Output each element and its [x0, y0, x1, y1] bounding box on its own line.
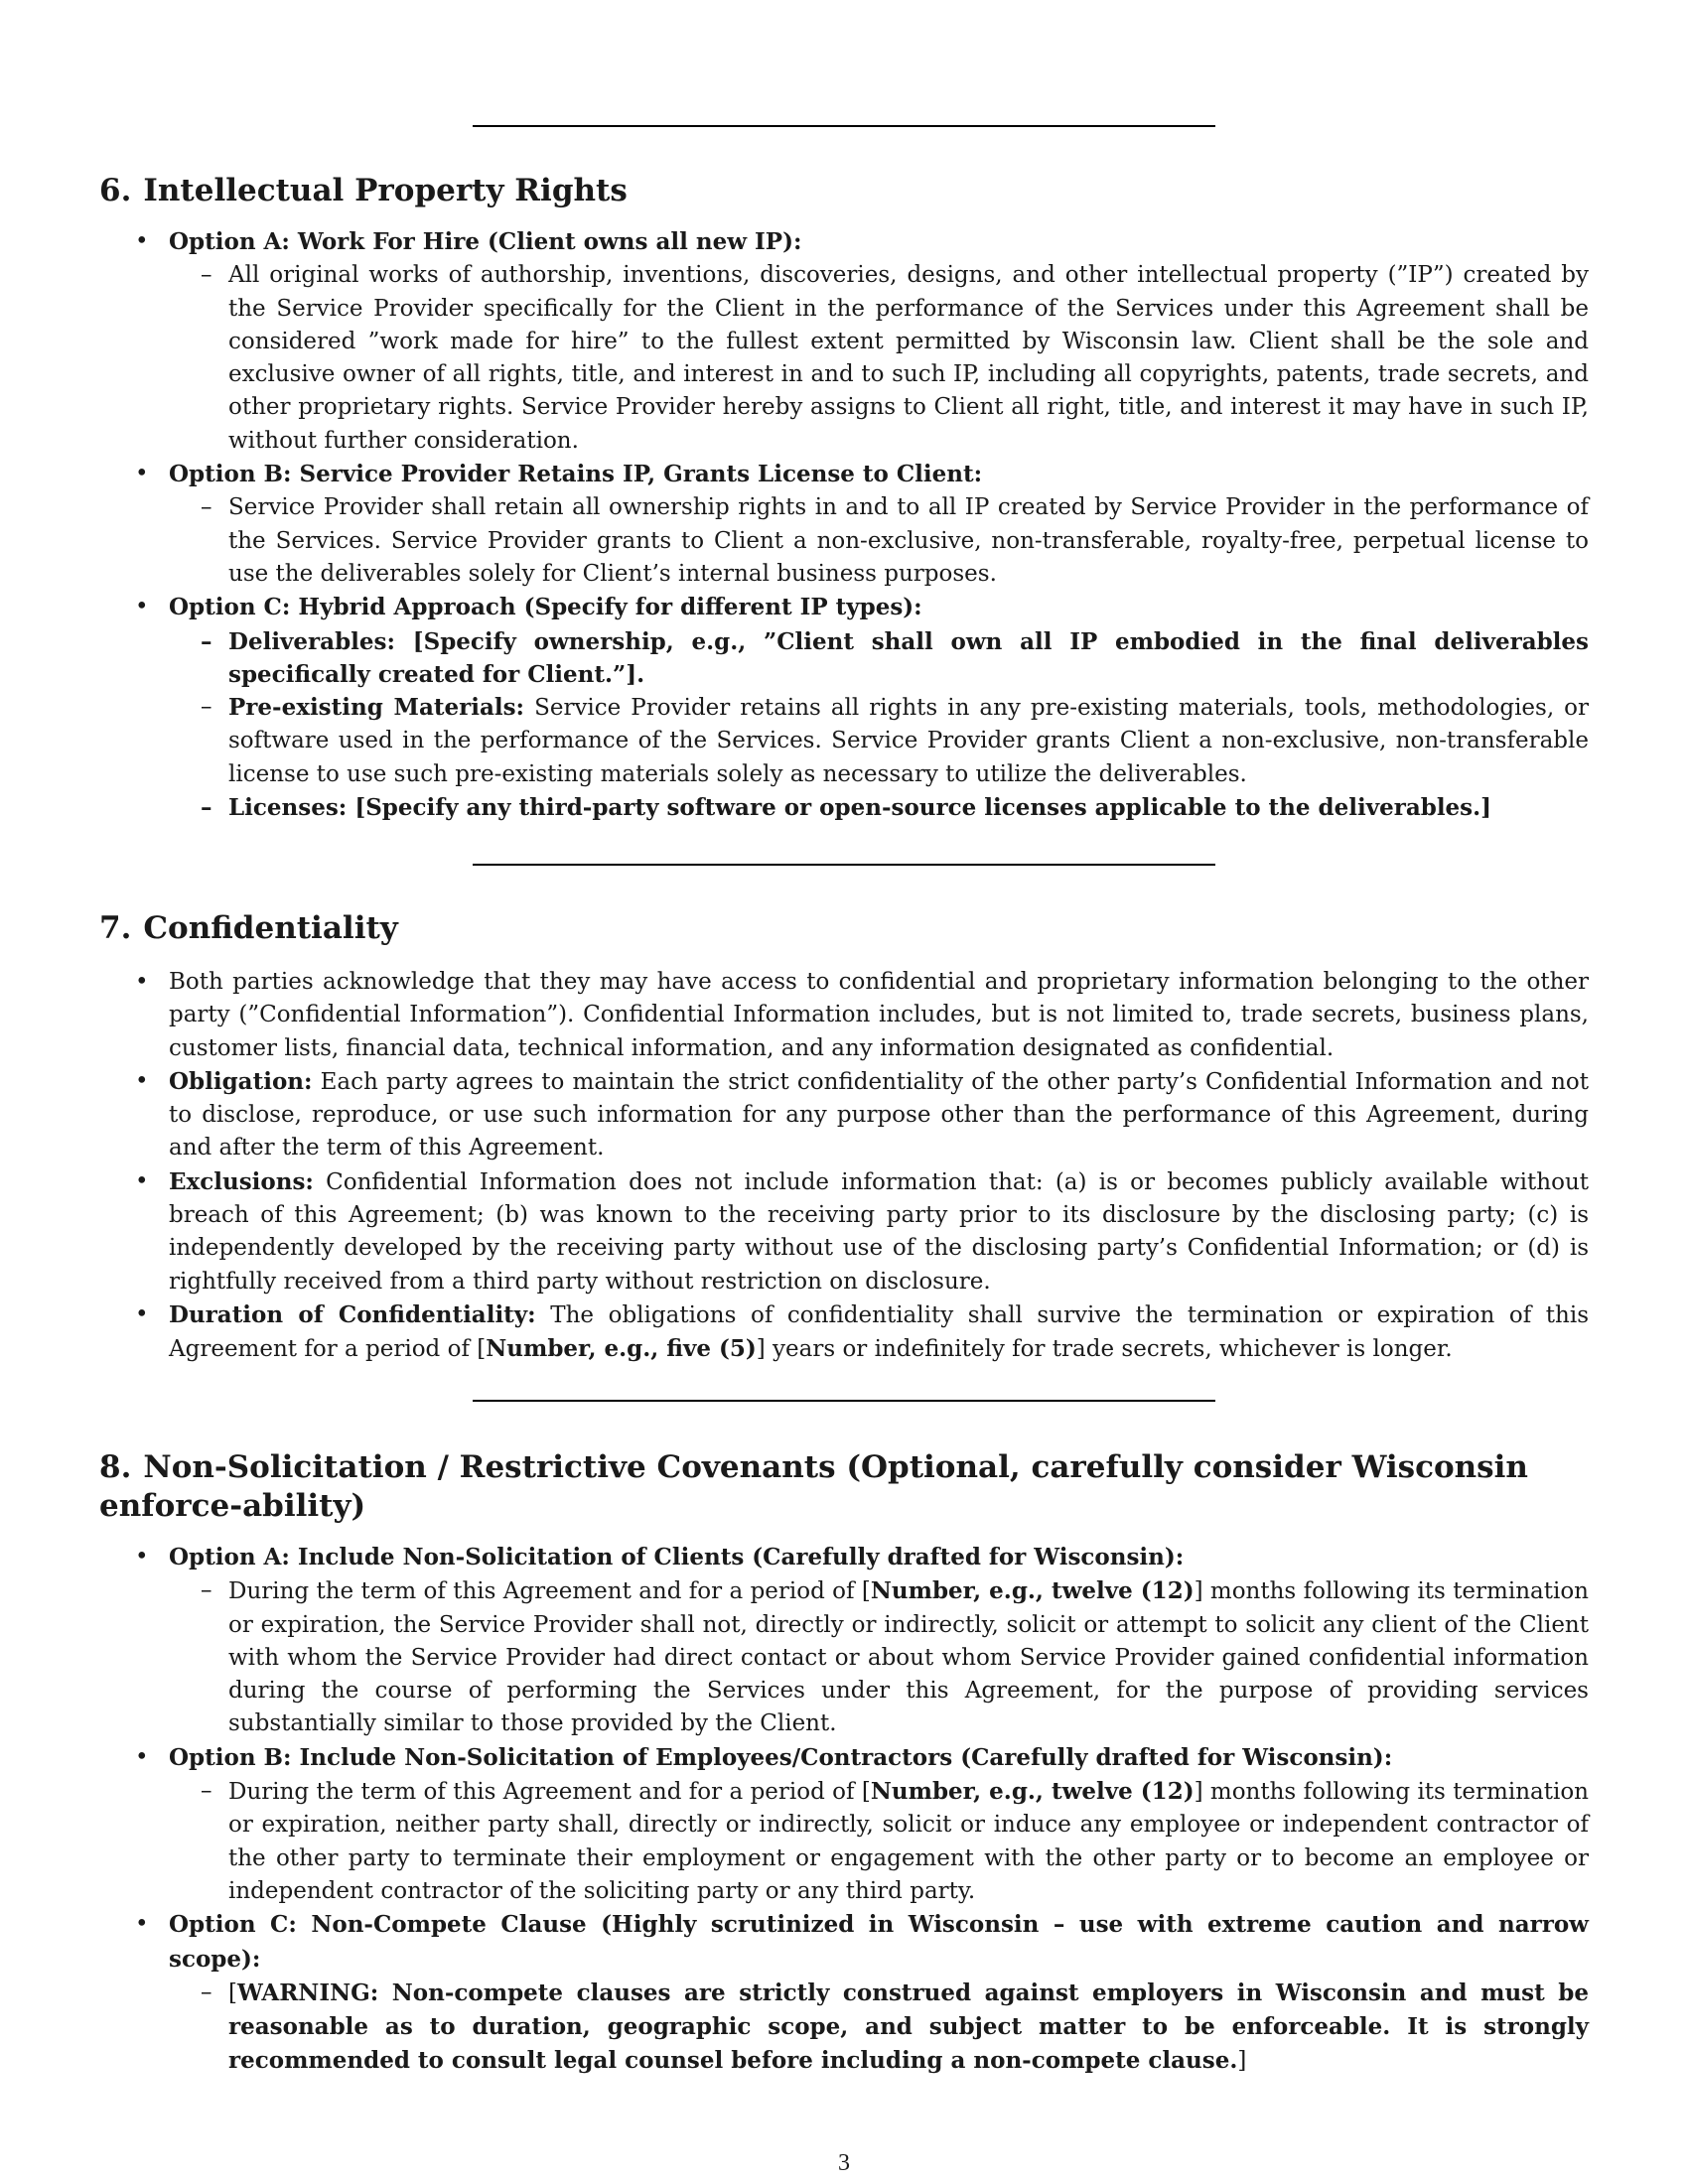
- list-item: [99, 1741, 1589, 1908]
- item-text: [Specify ownership, e.g., ”Client shall own all IP embodied in the final deliverables specifically created for Client.”].: [228, 627, 1589, 688]
- item-label: Pre-existing Materials:: [228, 694, 525, 722]
- section-7-heading: [99, 909, 1589, 948]
- section-7-body: [99, 966, 1589, 1367]
- sub-list-item: [169, 1574, 1589, 1740]
- option-label: Option C: Non-Compete Clause (Highly scrutinized in Wisconsin – use with extreme caution and narrow scope):: [169, 1911, 1589, 1973]
- section-6-heading: [99, 172, 1589, 210]
- list-item: [99, 1298, 1589, 1367]
- bracket: [: [228, 1979, 237, 2006]
- horizontal-rule: [473, 1400, 1215, 1402]
- section-title: Intellectual Property Rights: [143, 173, 628, 208]
- item-text: Each party agrees to maintain the strict confidentiality of the other party’s Confidential Information and not to disclose, reproduce, or use such information for any purpose other than the performance of this Agreement, during and after the term of this Agreement.: [169, 1068, 1590, 1161]
- section-number: 7.: [99, 910, 132, 946]
- item-label: Exclusions:: [169, 1167, 314, 1195]
- section-8-heading: [99, 1448, 1589, 1526]
- option-text: All original works of authorship, inventions, discoveries, designs, and other intellectual property (”IP”) created by the Service Provider specifically for the Client in the performance of the Services under this Agreement shall be considered ”work made for hire” to the fullest extent permitted by Wisconsin law. Client shall be the sole and exclusive owner of all rights, title, and interest in and to such IP, including all copyrights, patents, trade secrets, and other proprietary rights. Service Provider hereby assigns to Client all right, title, and interest it may have in such IP, without further consideration.: [228, 262, 1589, 454]
- list-item: [99, 1165, 1589, 1298]
- section-title: Confidentiality: [143, 910, 398, 946]
- intro-text: Both parties acknowledge that they may have access to confidential and proprietary information belonging to the other party (”Confidential Information”). Confidential Information includes, but is not limited to, trade secrets, business plans, customer lists, financial data, technical information, and any information designated as confidential.: [169, 969, 1589, 1061]
- sub-list-item: [169, 1775, 1589, 1908]
- sub-list-item: [169, 1977, 1589, 2079]
- item-label: Deliverables:: [228, 627, 395, 655]
- section-6-body: [99, 225, 1589, 824]
- option-text: ] months following its termination or expiration, neither party shall, directly or indirectly, solicit or induce any employee or independent contractor of the other party to terminate their employment or engagement with the other party or to become an employee or independent contractor of the soliciting party or any third party.: [228, 1779, 1589, 1904]
- option-text: ] months following its termination or expiration, the Service Provider shall not, directly or indirectly, solicit or attempt to solicit any client of the Client with whom the Service Provider had direct contact or about whom Service Provider gained confidential information during the course of performing the Services under this Agreement, for the purpose of providing services substantially similar to those provided by the Client.: [228, 1578, 1589, 1737]
- item-placeholder: Number, e.g., five (5): [486, 1335, 757, 1363]
- section-title: Non-Solicitation / Restrictive Covenants (Optional, carefully consider Wisconsin enforce-ability): [99, 1449, 1528, 1524]
- document-page: [99, 0, 1589, 2184]
- section-8-body: [99, 1541, 1589, 2079]
- page-number: 3: [838, 2150, 850, 2176]
- option-text: During the term of this Agreement and for a period of [: [228, 1779, 871, 1806]
- list-item: [99, 1065, 1589, 1165]
- option-label: Option B: Service Provider Retains IP, Grants License to Client:: [169, 461, 983, 488]
- option-placeholder: Number, e.g., twelve (12): [870, 1778, 1195, 1806]
- bracket: ]: [1237, 2048, 1247, 2075]
- option-text: During the term of this Agreement and for a period of [: [228, 1578, 871, 1605]
- sub-list-item: [169, 691, 1589, 791]
- section-number: 6.: [99, 173, 132, 208]
- list-item: [99, 225, 1589, 458]
- list-item: [99, 1908, 1589, 2078]
- list-item: [99, 591, 1589, 824]
- item-label: Obligation:: [169, 1067, 313, 1095]
- sub-list-item: [169, 491, 1589, 591]
- item-text: Confidential Information does not include information that: (a) is or becomes publicly available without breach of this Agreement; (b) was known to the receiving party prior to its disclosure by the disclosing party; (c) is independently developed by the receiving party without use of the disclosing party’s Confidential Information; or (d) is rightfully received from a third party without restriction on disclosure.: [169, 1168, 1589, 1295]
- option-label: Option A: Work For Hire (Client owns all new IP):: [169, 228, 802, 255]
- option-placeholder: Number, e.g., twelve (12): [870, 1577, 1195, 1605]
- option-label: Option B: Include Non-Solicitation of Employees/Contractors (Carefully drafted for Wisconsin):: [169, 1743, 1393, 1771]
- sub-list-item: [169, 625, 1589, 692]
- item-text: The obligations of confidentiality shall survive the termination or expiration of this Agreement for a period of [: [169, 1301, 1590, 1363]
- horizontal-rule: [473, 125, 1215, 127]
- list-item: [99, 966, 1589, 1065]
- section-number: 8.: [99, 1449, 132, 1485]
- warning-text: WARNING: Non-compete clauses are strictly construed against employers in Wisconsin and must be reasonable as to duration, geographic scope, and subject matter to be enforceable. It is strongly recommended to consult legal counsel before including a non-compete clause.: [228, 1979, 1589, 2075]
- item-label: Licenses:: [228, 794, 348, 822]
- sub-list-item: [169, 259, 1589, 458]
- item-text: [Specify any third-party software or open-source licenses applicable to the deliverables.]: [354, 794, 1492, 822]
- horizontal-rule: [473, 864, 1215, 866]
- option-label: Option C: Hybrid Approach (Specify for different IP types):: [169, 594, 922, 621]
- item-text: ] years or indefinitely for trade secrets, whichever is longer.: [756, 1336, 1453, 1363]
- sub-list-item: [169, 791, 1589, 824]
- option-text: Service Provider shall retain all ownership rights in and to all IP created by Service Provider in the performance of the Services. Service Provider grants to Client a non-exclusive, non-transferable, royalty-free, perpetual license to use the deliverables solely for Client’s internal business purposes.: [228, 494, 1589, 587]
- item-label: Duration of Confidentiality:: [169, 1300, 536, 1328]
- list-item: [99, 1541, 1589, 1741]
- item-text: Service Provider retains all rights in any pre-existing materials, tools, methodologies, or software used in the performance of the Services. Service Provider grants Client a non-exclusive, non-transferable license to use such pre-existing materials solely as necessary to utilize the deliverables.: [228, 695, 1589, 787]
- list-item: [99, 458, 1589, 591]
- option-label: Option A: Include Non-Solicitation of Clients (Carefully drafted for Wisconsin):: [169, 1544, 1185, 1570]
